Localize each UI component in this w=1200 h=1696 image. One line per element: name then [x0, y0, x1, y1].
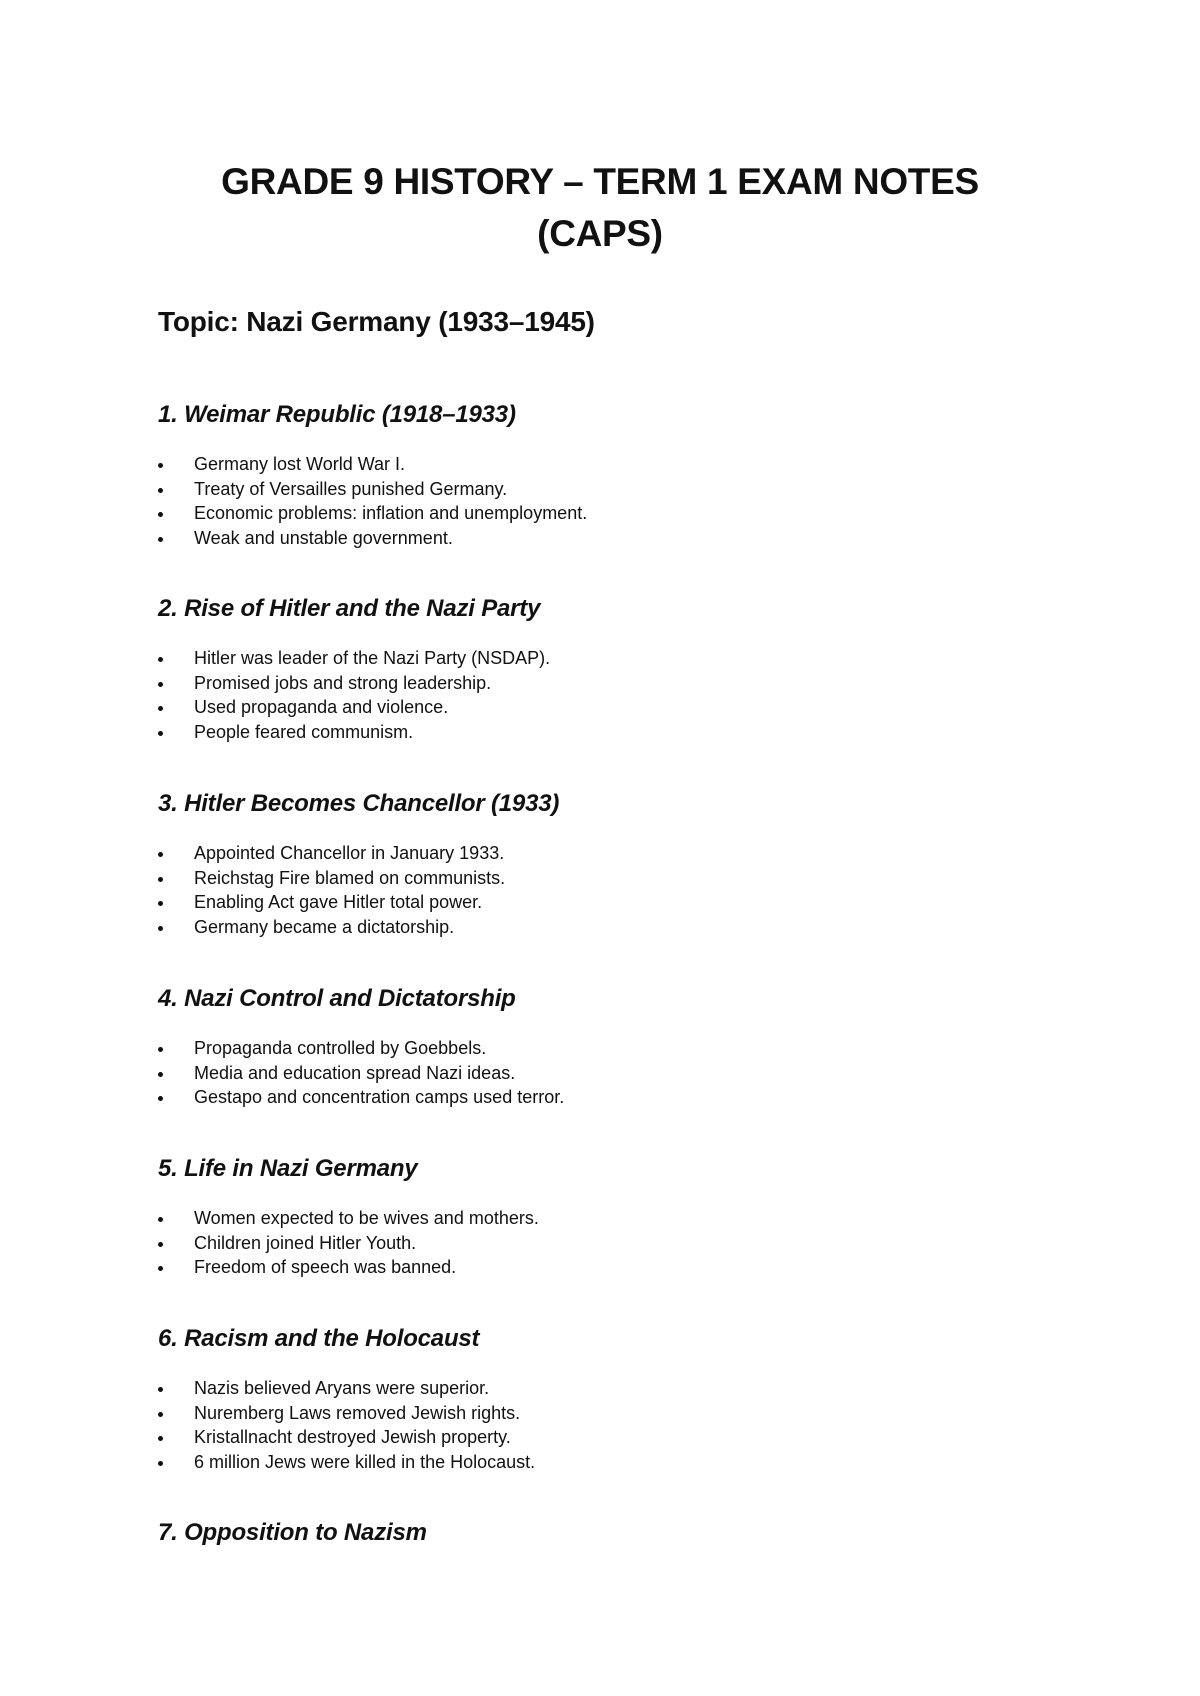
- list-item-text: Enabling Act gave Hitler total power.: [194, 892, 483, 912]
- list-item-text: Economic problems: inflation and unemployment.: [194, 503, 588, 523]
- section-heading: 1. Weimar Republic (1918–1933): [158, 401, 516, 428]
- bullet-icon: [158, 1266, 163, 1271]
- document-title: [150, 156, 1050, 260]
- list-item-text: Used propaganda and violence.: [194, 697, 449, 717]
- list-item-text: Women expected to be wives and mothers.: [194, 1208, 539, 1228]
- list-item: [158, 1061, 1058, 1086]
- list-item: [158, 1450, 1058, 1475]
- list-item: [158, 1036, 1058, 1061]
- bullet-icon: [158, 463, 163, 468]
- bullet-list: [158, 1036, 1058, 1110]
- bullet-icon: [158, 1242, 163, 1247]
- list-item: [158, 452, 1058, 477]
- bullet-icon: [158, 877, 163, 882]
- section-heading: 4. Nazi Control and Dictatorship: [158, 985, 516, 1012]
- list-item: [158, 1401, 1058, 1426]
- list-item: [158, 890, 1058, 915]
- list-item-text: Appointed Chancellor in January 1933.: [194, 843, 505, 863]
- list-item-text: Germany became a dictatorship.: [194, 916, 455, 937]
- bullet-icon: [158, 852, 163, 857]
- section-racism-holocaust: [158, 1324, 1058, 1474]
- bullet-icon: [158, 1461, 163, 1466]
- list-item: [158, 671, 1058, 696]
- bullet-icon: [158, 682, 163, 687]
- list-item: [158, 646, 1058, 671]
- bullet-icon: [158, 1436, 163, 1441]
- section-rise-of-hitler: [158, 594, 1058, 744]
- bullet-list: [158, 452, 1058, 550]
- list-item: [158, 1255, 1058, 1280]
- list-item-text: Treaty of Versailles punished Germany.: [194, 478, 508, 499]
- bullet-list: [158, 1206, 1058, 1280]
- bullet-list: [158, 646, 1058, 744]
- bullet-list: [158, 841, 1058, 939]
- list-item-text: Hitler was leader of the Nazi Party (NSDAP).: [194, 648, 551, 668]
- list-item-text: Reichstag Fire blamed on communists.: [194, 867, 506, 888]
- section-heading: 2. Rise of Hitler and the Nazi Party: [158, 595, 541, 622]
- bullet-icon: [158, 731, 163, 736]
- list-item-text: Nazis believed Aryans were superior.: [194, 1378, 490, 1398]
- section-opposition-to-nazism: [158, 1518, 1058, 1548]
- list-item-text: Media and education spread Nazi ideas.: [194, 1062, 516, 1083]
- section-heading: 7. Opposition to Nazism: [158, 1519, 427, 1546]
- section-heading: 5. Life in Nazi Germany: [158, 1155, 418, 1182]
- list-item: [158, 526, 1058, 551]
- list-item-text: 6 million Jews were killed in the Holocaust.: [194, 1451, 536, 1472]
- list-item: [158, 1231, 1058, 1256]
- list-item-text: Freedom of speech was banned.: [194, 1257, 457, 1277]
- list-item-text: Kristallnacht destroyed Jewish property.: [194, 1427, 511, 1447]
- bullet-icon: [158, 488, 163, 493]
- list-item: [158, 720, 1058, 745]
- bullet-icon: [158, 512, 163, 517]
- bullet-icon: [158, 1387, 163, 1392]
- bullet-icon: [158, 706, 163, 711]
- list-item-text: People feared communism.: [194, 721, 414, 742]
- bullet-list: [158, 1376, 1058, 1474]
- section-nazi-control: [158, 984, 1058, 1110]
- list-item: [158, 695, 1058, 720]
- section-hitler-chancellor: [158, 789, 1058, 939]
- list-item: [158, 866, 1058, 891]
- section-heading: 6. Racism and the Holocaust: [158, 1325, 480, 1352]
- section-heading: 3. Hitler Becomes Chancellor (1933): [158, 790, 560, 817]
- section-weimar-republic: [158, 400, 1058, 550]
- list-item-text: Promised jobs and strong leadership.: [194, 672, 492, 693]
- bullet-icon: [158, 657, 163, 662]
- list-item-text: Germany lost World War I.: [194, 454, 406, 474]
- bullet-icon: [158, 1072, 163, 1077]
- list-item: [158, 1085, 1058, 1110]
- bullet-icon: [158, 901, 163, 906]
- list-item: [158, 1425, 1058, 1450]
- bullet-icon: [158, 1096, 163, 1101]
- list-item: [158, 915, 1058, 940]
- list-item: [158, 841, 1058, 866]
- list-item-text: Gestapo and concentration camps used terror.: [194, 1087, 565, 1107]
- list-item-text: Children joined Hitler Youth.: [194, 1232, 417, 1253]
- list-item: [158, 477, 1058, 502]
- list-item: [158, 1206, 1058, 1231]
- list-item-text: Nuremberg Laws removed Jewish rights.: [194, 1402, 521, 1423]
- topic-heading: Topic: Nazi Germany (1933–1945): [158, 306, 595, 337]
- bullet-icon: [158, 1412, 163, 1417]
- section-life-in-nazi-germany: [158, 1154, 1058, 1280]
- list-item: [158, 501, 1058, 526]
- bullet-icon: [158, 537, 163, 542]
- bullet-icon: [158, 926, 163, 931]
- bullet-icon: [158, 1217, 163, 1222]
- list-item-text: Propaganda controlled by Goebbels.: [194, 1038, 487, 1058]
- document-title-line-1: GRADE 9 HISTORY – TERM 1 EXAM NOTES: [221, 161, 979, 202]
- list-item-text: Weak and unstable government.: [194, 527, 453, 548]
- bullet-icon: [158, 1047, 163, 1052]
- document-title-line-2: (CAPS): [537, 213, 663, 254]
- list-item: [158, 1376, 1058, 1401]
